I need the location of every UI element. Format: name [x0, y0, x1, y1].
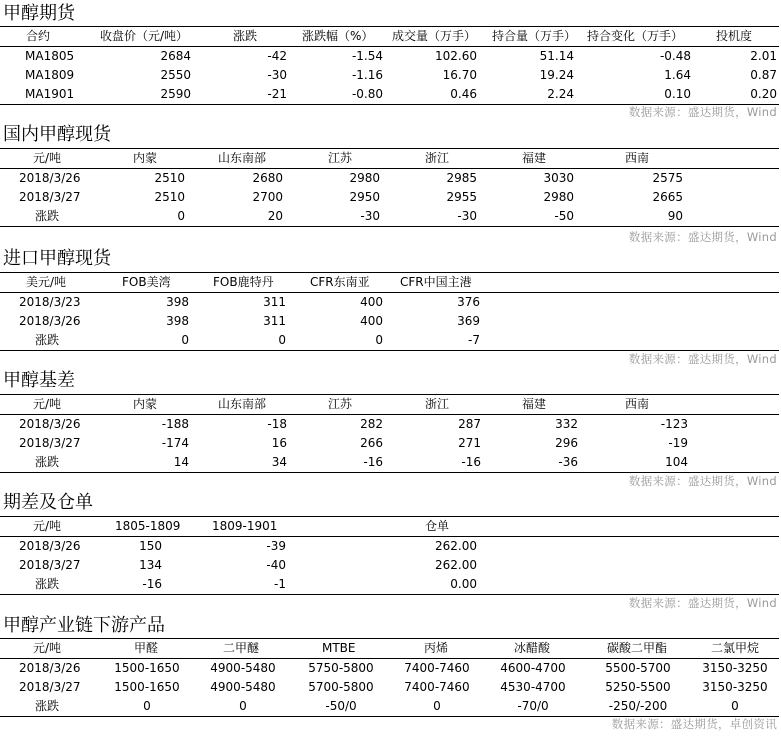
table-cell: 2018/3/26 [19, 661, 81, 675]
table-cell: MA1901 [25, 87, 75, 101]
table-header-row [0, 27, 779, 46]
header-cell: FOB美湾 [122, 275, 171, 289]
table-cell: 2680 [252, 171, 283, 185]
header-cell: CFR东南亚 [310, 275, 370, 289]
header-cell: 成交量（万手） [392, 29, 477, 43]
header-cell: 碳酸二甲酯 [607, 641, 668, 655]
table-cell: 0 [278, 333, 286, 347]
table-cell: 2018/3/23 [19, 295, 81, 309]
basis-table [0, 394, 779, 473]
table-cell: 102.60 [435, 49, 477, 63]
table-cell: 4900-5480 [210, 661, 276, 675]
header-cell: 二氯甲烷 [711, 641, 760, 655]
data-source-note: 数据来源：盛达期货，Wind [628, 352, 777, 366]
header-cell: 冰醋酸 [514, 641, 551, 655]
table-cell: 398 [166, 314, 189, 328]
header-cell: 福建 [522, 397, 547, 411]
table-cell: 400 [360, 295, 383, 309]
table-cell: 20 [267, 209, 283, 223]
table-cell: 2510 [154, 190, 185, 204]
table-cell: -70/0 [517, 699, 549, 713]
table-cell: -40 [266, 558, 286, 572]
table-cell: 0 [181, 333, 189, 347]
table-cell: 2700 [252, 190, 283, 204]
table-cell: 0 [239, 699, 247, 713]
table-cell: -1.54 [351, 49, 383, 63]
table-cell: 1.64 [664, 68, 691, 82]
header-cell: 丙烯 [424, 641, 449, 655]
basis-title: 甲醇基差 [3, 370, 75, 391]
table-row [0, 678, 779, 697]
futures-table [0, 26, 779, 105]
table-cell: 2.24 [547, 87, 574, 101]
header-cell: 收盘价（元/吨） [100, 29, 189, 43]
table-cell: 2018/3/26 [19, 417, 81, 431]
import-spot-table [0, 272, 779, 351]
table-cell: 1500-1650 [114, 661, 180, 675]
table-cell: 涨跌 [35, 333, 60, 347]
table-cell: MA1809 [25, 68, 75, 82]
table-cell: -16 [142, 577, 162, 591]
domestic-spot-title: 国内甲醇现货 [3, 124, 111, 145]
table-cell: 2018/3/27 [19, 190, 81, 204]
table-cell: -174 [161, 436, 189, 450]
table-cell: 266 [360, 436, 383, 450]
table-cell: 5250-5500 [605, 680, 671, 694]
table-row [0, 47, 779, 66]
table-cell: -18 [267, 417, 287, 431]
table-cell: 369 [457, 314, 480, 328]
table-cell: -50 [554, 209, 574, 223]
table-cell: -0.80 [351, 87, 383, 101]
table-cell: -19 [668, 436, 688, 450]
table-cell: 0 [433, 699, 441, 713]
table-cell: -39 [266, 539, 286, 553]
header-cell: 涨跌幅（%） [302, 29, 374, 43]
table-row [0, 169, 779, 188]
table-cell: 2980 [349, 171, 380, 185]
table-cell: -30 [360, 209, 380, 223]
table-cell: 2985 [446, 171, 477, 185]
downstream-table [0, 638, 779, 717]
header-cell: 元/吨 [33, 641, 62, 655]
header-cell: 内蒙 [133, 397, 158, 411]
table-cell: 7400-7460 [404, 661, 470, 675]
table-cell: 2018/3/27 [19, 436, 81, 450]
futures-title: 甲醇期货 [3, 3, 75, 24]
spread-title: 期差及仓单 [3, 492, 93, 513]
import-spot-title: 进口甲醇现货 [3, 248, 111, 269]
table-row [0, 66, 779, 85]
header-cell: 1805-1809 [115, 519, 181, 533]
header-cell: 江苏 [328, 151, 353, 165]
table-cell: 16 [271, 436, 287, 450]
table-cell: 0 [177, 209, 185, 223]
table-cell: 2018/3/26 [19, 539, 81, 553]
table-header-row [0, 395, 779, 414]
data-source-note: 数据来源：盛达期货，Wind [628, 230, 777, 244]
table-cell: 4530-4700 [500, 680, 566, 694]
data-source-note: 数据来源：盛达期货，Wind [628, 474, 777, 488]
table-cell: 涨跌 [35, 455, 60, 469]
table-row [0, 453, 779, 472]
header-cell: 持合量（万手） [492, 29, 577, 43]
table-header-row [0, 517, 779, 536]
table-cell: 262.00 [435, 558, 477, 572]
header-cell: 浙江 [425, 397, 450, 411]
header-cell: 仓单 [425, 519, 450, 533]
data-source-note: 数据来源：盛达期货，Wind [628, 596, 777, 610]
table-row [0, 85, 779, 104]
table-cell: 14 [173, 455, 189, 469]
table-cell: 0.87 [750, 68, 777, 82]
table-cell: 2575 [652, 171, 683, 185]
table-cell: 涨跌 [35, 699, 60, 713]
table-row [0, 293, 779, 312]
table-cell: 2018/3/27 [19, 680, 81, 694]
table-cell: -36 [558, 455, 578, 469]
downstream-title: 甲醇产业链下游产品 [3, 615, 165, 636]
header-cell: MTBE [322, 641, 356, 655]
header-cell: CFR中国主港 [400, 275, 472, 289]
table-cell: -250/-200 [608, 699, 668, 713]
header-cell: 涨跌 [233, 29, 258, 43]
table-cell: 282 [360, 417, 383, 431]
header-cell: 福建 [522, 151, 547, 165]
table-cell: 332 [555, 417, 578, 431]
header-cell: 元/吨 [33, 397, 62, 411]
data-source-note: 数据来源：盛达期货，Wind [628, 105, 777, 119]
table-cell: 2980 [543, 190, 574, 204]
table-cell: 5700-5800 [308, 680, 374, 694]
table-cell: -123 [660, 417, 688, 431]
table-cell: 1500-1650 [114, 680, 180, 694]
table-row [0, 331, 779, 350]
table-cell: 2018/3/26 [19, 314, 81, 328]
table-cell: 51.14 [539, 49, 574, 63]
table-cell: 311 [263, 295, 286, 309]
table-cell: 287 [458, 417, 481, 431]
table-cell: 涨跌 [35, 209, 60, 223]
table-cell: 2950 [349, 190, 380, 204]
table-cell: 2590 [160, 87, 191, 101]
table-cell: 271 [458, 436, 481, 450]
table-header-row [0, 639, 779, 658]
table-cell: -1 [274, 577, 286, 591]
table-cell: 0 [143, 699, 151, 713]
table-row [0, 434, 779, 453]
table-cell: 2510 [154, 171, 185, 185]
table-row [0, 312, 779, 331]
table-cell: 134 [139, 558, 162, 572]
header-cell: 元/吨 [33, 151, 62, 165]
header-cell: 甲醛 [134, 641, 159, 655]
header-cell: 江苏 [328, 397, 353, 411]
header-cell: 内蒙 [133, 151, 158, 165]
table-cell: 涨跌 [35, 577, 60, 591]
table-cell: 400 [360, 314, 383, 328]
table-row [0, 575, 779, 594]
table-cell: -188 [161, 417, 189, 431]
header-cell: 合约 [26, 29, 51, 43]
table-cell: 2684 [160, 49, 191, 63]
header-cell: 投机度 [716, 29, 753, 43]
table-row [0, 659, 779, 678]
table-cell: 19.24 [539, 68, 574, 82]
table-cell: 2018/3/26 [19, 171, 81, 185]
header-cell: 西南 [625, 151, 650, 165]
table-cell: 5750-5800 [308, 661, 374, 675]
table-header-row [0, 149, 779, 168]
table-cell: 7400-7460 [404, 680, 470, 694]
table-cell: 3030 [543, 171, 574, 185]
header-cell: 元/吨 [33, 519, 62, 533]
table-cell: 0 [731, 699, 739, 713]
table-cell: -0.48 [659, 49, 691, 63]
header-cell: FOB鹿特丹 [213, 275, 274, 289]
header-cell: 美元/吨 [26, 275, 67, 289]
header-cell: 1809-1901 [212, 519, 278, 533]
table-cell: 2955 [446, 190, 477, 204]
table-cell: 90 [667, 209, 683, 223]
table-cell: 0.46 [450, 87, 477, 101]
table-cell: 296 [555, 436, 578, 450]
table-cell: -7 [468, 333, 480, 347]
table-cell: -16 [461, 455, 481, 469]
table-cell: 0.20 [750, 87, 777, 101]
table-row [0, 697, 779, 716]
table-cell: -50/0 [325, 699, 357, 713]
table-cell: 3150-3250 [702, 680, 768, 694]
table-cell: -16 [363, 455, 383, 469]
table-cell: 398 [166, 295, 189, 309]
table-cell: 262.00 [435, 539, 477, 553]
table-cell: 2.01 [750, 49, 777, 63]
table-cell: -30 [457, 209, 477, 223]
table-row [0, 537, 779, 556]
table-cell: 4600-4700 [500, 661, 566, 675]
table-cell: 4900-5480 [210, 680, 276, 694]
domestic-spot-table [0, 148, 779, 227]
table-cell: 2018/3/27 [19, 558, 81, 572]
table-cell: -30 [267, 68, 287, 82]
table-cell: 376 [457, 295, 480, 309]
table-cell: -42 [267, 49, 287, 63]
table-cell: 0.10 [664, 87, 691, 101]
table-cell: 34 [271, 455, 287, 469]
table-cell: 16.70 [442, 68, 477, 82]
table-cell: 2665 [652, 190, 683, 204]
table-cell: 0.00 [450, 577, 477, 591]
data-source-note: 数据来源：盛达期货，卓创资讯 [611, 717, 777, 731]
spread-table [0, 516, 779, 595]
table-cell: 150 [139, 539, 162, 553]
table-row [0, 207, 779, 226]
table-header-row [0, 273, 779, 292]
table-cell: -21 [267, 87, 287, 101]
table-cell: 3150-3250 [702, 661, 768, 675]
table-cell: 0 [375, 333, 383, 347]
header-cell: 山东南部 [218, 151, 267, 165]
header-cell: 西南 [625, 397, 650, 411]
table-cell: MA1805 [25, 49, 75, 63]
table-row [0, 556, 779, 575]
table-cell: 2550 [160, 68, 191, 82]
table-row [0, 188, 779, 207]
header-cell: 持合变化（万手） [587, 29, 684, 43]
header-cell: 二甲醚 [223, 641, 260, 655]
table-row [0, 415, 779, 434]
header-cell: 浙江 [425, 151, 450, 165]
header-cell: 山东南部 [218, 397, 267, 411]
table-cell: -1.16 [351, 68, 383, 82]
table-cell: 5500-5700 [605, 661, 671, 675]
table-cell: 311 [263, 314, 286, 328]
table-cell: 104 [665, 455, 688, 469]
